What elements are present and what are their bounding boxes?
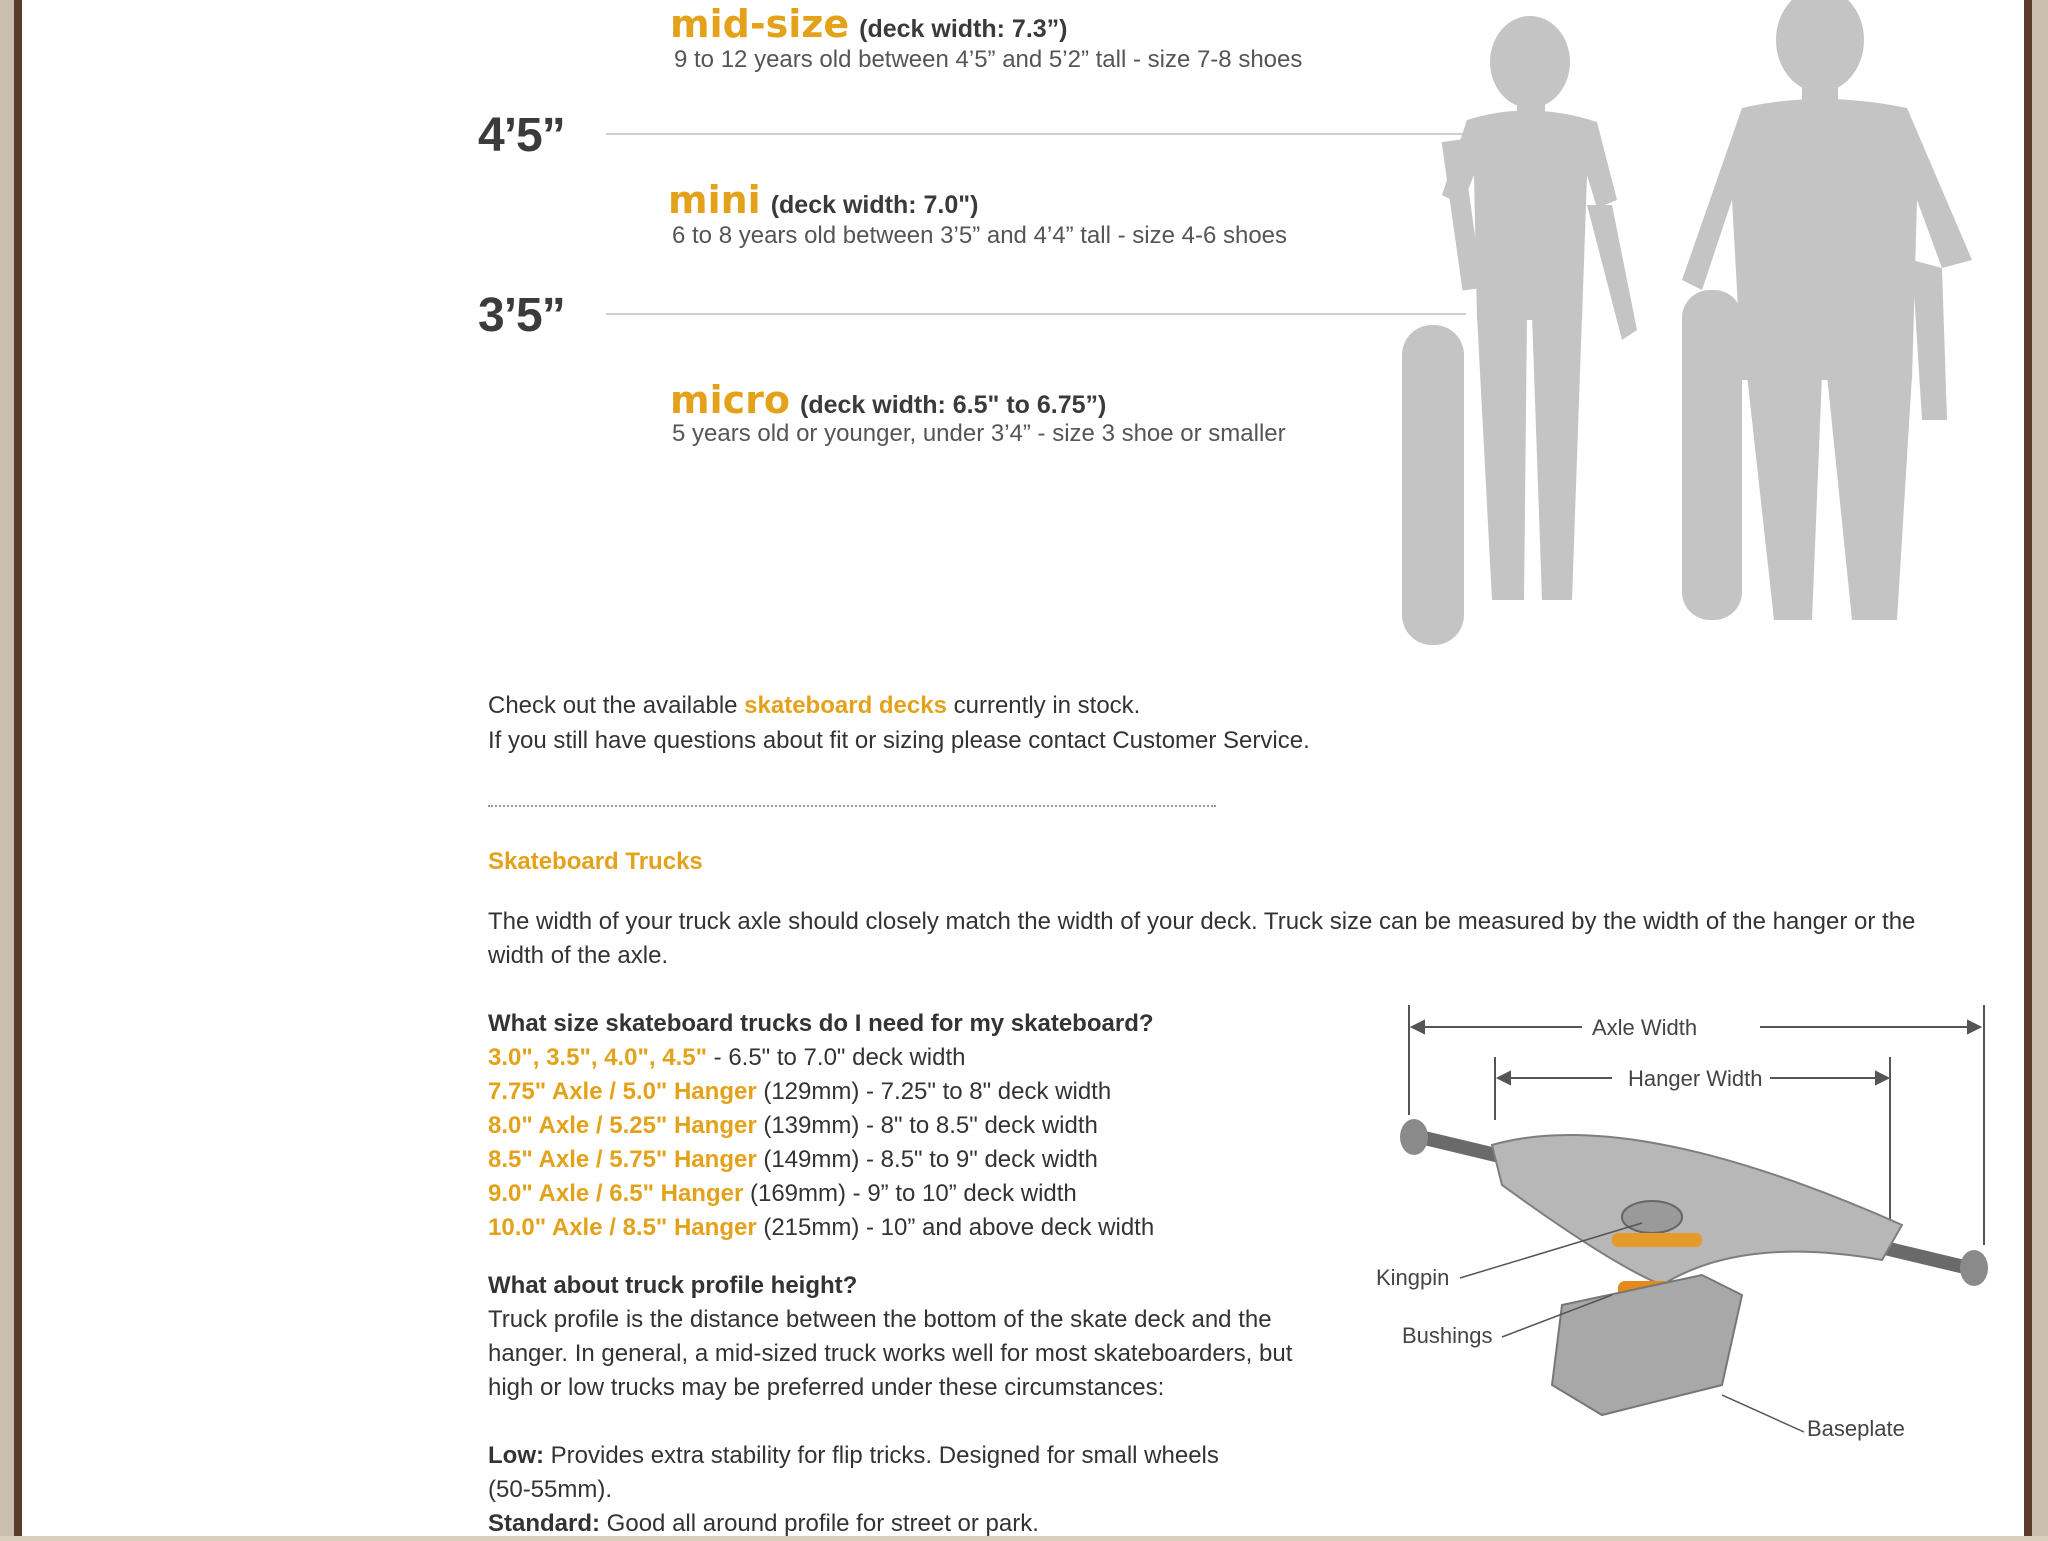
size-name-label: mid-size [670,2,850,46]
kingpin-label: Kingpin [1376,1265,1450,1290]
profile-text-line: hanger. In general, a mid-sized truck works well for most skateboarders, but [488,1340,1293,1367]
truck-size-label: 3.0", 3.5", 4.0", 4.5" [488,1044,707,1071]
profile-low-text: Provides extra stability for flip tricks. Designed for small wheels [543,1442,1219,1469]
frame-border-left [14,0,22,1536]
size-description: 5 years old or younger, under 3’4” - size 3 shoe or smaller [672,420,1286,447]
content-area [22,0,2024,1536]
size-description: 6 to 8 years old between 3’5” and 4’4” tall - size 4-6 shoes [672,222,1288,249]
decks-note-line2: If you still have questions about fit or sizing please contact Customer Service. [488,727,1310,754]
trucks-intro [488,905,2008,973]
decks-note-line1 [488,688,1140,723]
size-micro [670,378,1106,422]
profile-low-label: Low: [488,1442,544,1469]
size-description: 9 to 12 years old between 4’5” and 5’2” tall - size 7-8 shoes [674,46,1303,73]
truck-size-label: 9.0" Axle / 6.5" Hanger [488,1180,744,1207]
truck-size-detail: (169mm) - 9” to 10” deck width [743,1180,1077,1207]
profile-question: What about truck profile height? [488,1272,858,1299]
truck-size-detail: (139mm) - 8" to 8.5" deck width [756,1112,1098,1139]
size-name-label: mini [668,178,761,222]
height-line [606,313,1466,315]
decks-note-text: currently in stock. [946,692,1141,719]
truck-size-item [488,1041,1292,1075]
truck-size-detail: (215mm) - 10” and above deck width [756,1214,1155,1241]
section-divider [488,805,1216,807]
profile-text-line: high or low trucks may be preferred under these circumstances: [488,1374,1165,1401]
size-mid-size [670,2,1068,46]
kid-silhouette [1402,16,1637,645]
bushings-label: Bushings [1402,1323,1493,1348]
truck-baseplate [1552,1275,1742,1415]
truck-size-label: 8.0" Axle / 5.25" Hanger [488,1112,757,1139]
skater-silhouettes-image [1382,0,2002,660]
truck-diagram-image [1362,995,2002,1465]
truck-size-detail: (129mm) - 7.25" to 8" deck width [756,1078,1112,1105]
size-name-label: micro [670,378,790,422]
skateboard-decks-link[interactable]: skateboard decks [744,692,947,719]
frame-border-right [2024,0,2032,1536]
profile-low [488,1439,1292,1473]
truck-size-label: 7.75" Axle / 5.0" Hanger [488,1078,757,1105]
truck-size-detail: (149mm) - 8.5" to 9" deck width [756,1146,1098,1173]
truck-size-list [488,1007,1292,1541]
trucks-intro-line: The width of your truck axle should closely match the width of your deck. Truck size can be measured by the width of the hanger or the [488,908,1916,935]
truck-size-item [488,1211,1292,1245]
truck-size-question: What size skateboard trucks do I need for my skateboard? [488,1010,1154,1037]
size-deck-width: (deck width: 7.3”) [859,15,1068,43]
truck-size-label: 10.0" Axle / 8.5" Hanger [488,1214,757,1241]
profile-standard-text: Good all around profile for street or park. [600,1510,1039,1537]
truck-size-item [488,1109,1292,1143]
truck-size-item [488,1177,1292,1211]
height-marker-4-5: 4’5” [478,109,565,162]
truck-size-label: 8.5" Axle / 5.75" Hanger [488,1146,757,1173]
bushing-top [1612,1233,1702,1247]
trucks-intro-line: width of the axle. [488,942,669,969]
height-marker-3-5: 3’5” [478,289,565,342]
section-title: Skateboard Trucks [488,848,703,875]
size-mini [668,178,978,222]
truck-hanger [1492,1135,1902,1285]
size-deck-width: (deck width: 7.0") [770,191,979,219]
decks-note-text: Check out the available [488,692,745,719]
hanger-width-label: Hanger Width [1628,1066,1763,1091]
truck-size-item [488,1143,1292,1177]
profile-standard-label: Standard: [488,1510,601,1537]
truck-kingpin [1622,1201,1682,1233]
truck-size-item [488,1075,1292,1109]
truck-size-detail: - 6.5" to 7.0" deck width [706,1044,966,1071]
axle-width-label: Axle Width [1592,1015,1698,1040]
profile-low-cont: (50-55mm). [488,1476,613,1503]
height-line [606,133,1486,135]
size-deck-width: (deck width: 6.5" to 6.75”) [800,391,1107,419]
profile-text-line: Truck profile is the distance between the bottom of the skate deck and the [488,1306,1272,1333]
spacer [488,1245,1292,1269]
spacer [488,1405,1292,1439]
adult-silhouette [1682,0,1972,620]
baseplate-label: Baseplate [1807,1416,1905,1441]
